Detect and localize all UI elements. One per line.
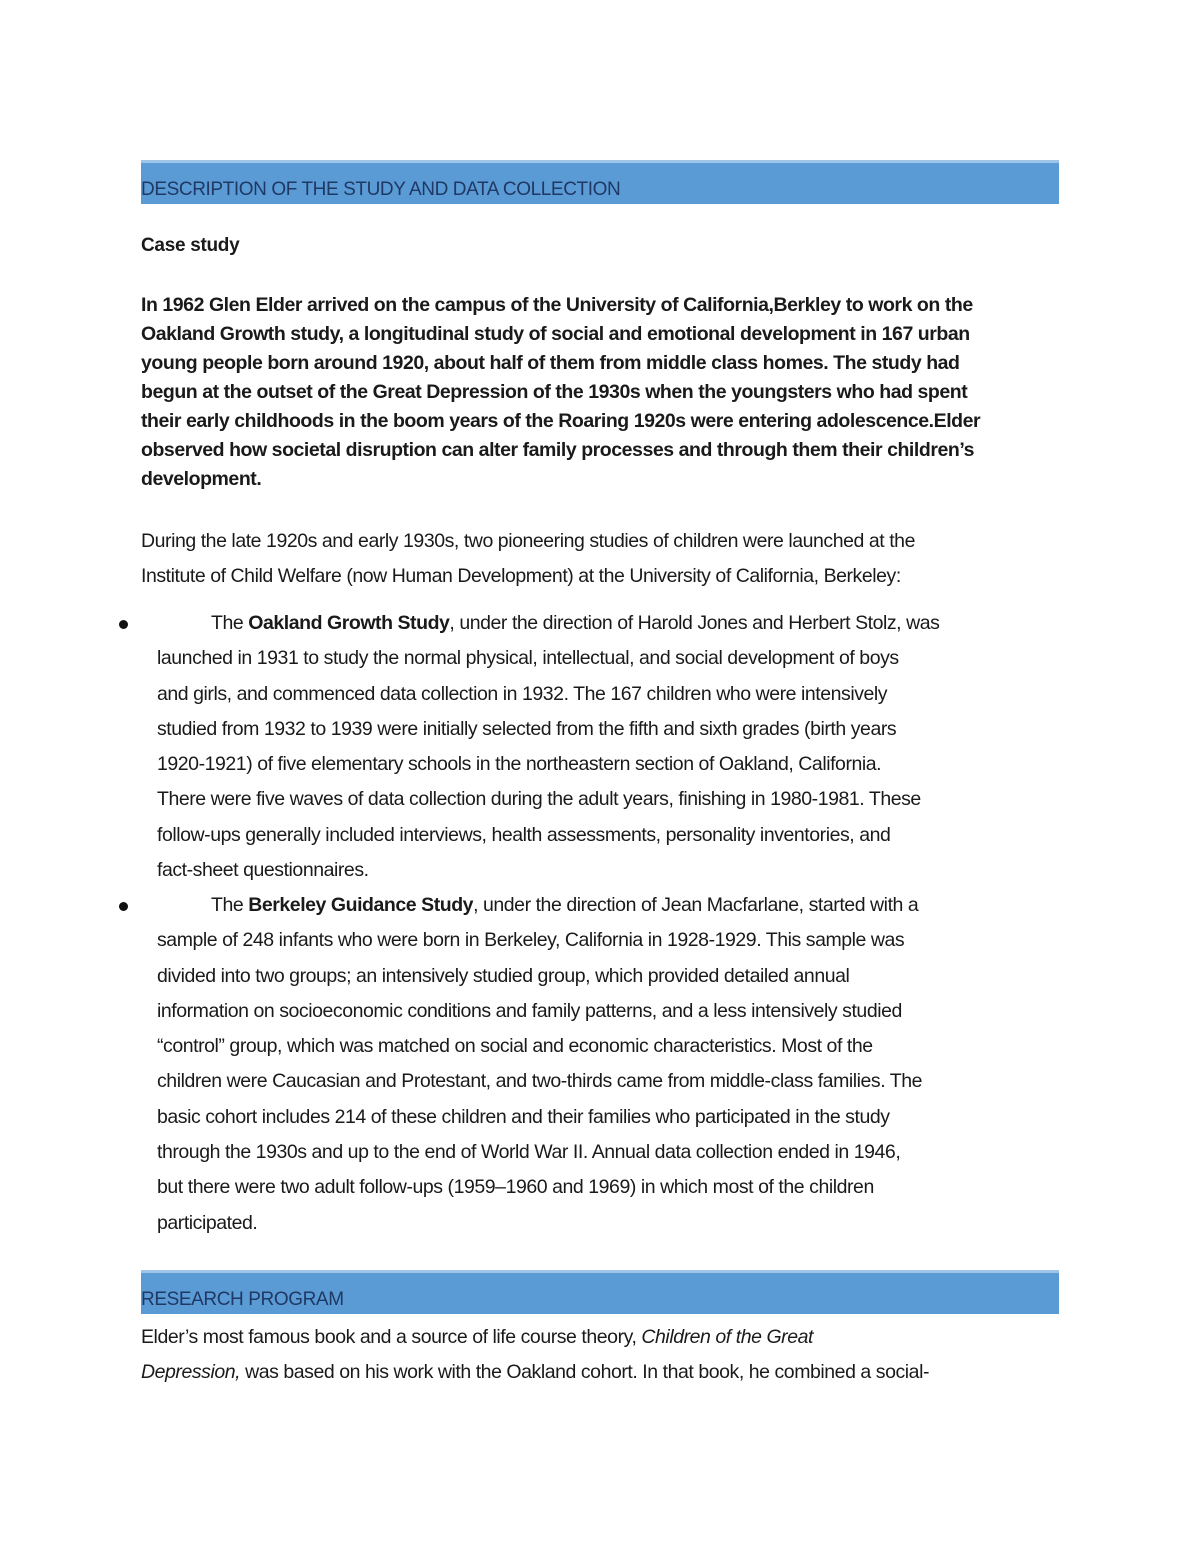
bullet-after: , under the direction of Harold Jones and Herbert Stolz, was bbox=[449, 612, 940, 634]
bullet-line: basic cohort includes 214 of these children and their families who participated in the study bbox=[157, 1105, 890, 1128]
bullet-line: “control” group, which was matched on social and economic characteristics. Most of the bbox=[157, 1035, 873, 1058]
bullet-line: through the 1930s and up to the end of World War II. Annual data collection ended in 1946, bbox=[157, 1141, 901, 1164]
case-study-paragraph bbox=[141, 291, 1059, 494]
bullet-line: participated. bbox=[157, 1211, 258, 1234]
paragraph-line: Oakland Growth study, a longitudinal study of social and emotional development in 167 urban bbox=[141, 323, 970, 345]
text-run: Elder’s most famous book and a source of life course theory, bbox=[141, 1326, 642, 1348]
bullet-line: follow-ups generally included interviews, health assessments, personality inventories, and bbox=[157, 823, 891, 846]
bullet-oakland-growth-study bbox=[157, 606, 1057, 888]
study-name: Oakland Growth Study bbox=[248, 612, 450, 634]
paragraph-line bbox=[141, 1320, 1059, 1355]
bullet-line: children were Caucasian and Protestant, and two-thirds came from middle-class families. The bbox=[157, 1070, 923, 1093]
bullet-after: , under the direction of Jean Macfarlane, started with a bbox=[473, 894, 919, 916]
section-header-research bbox=[141, 1270, 1059, 1314]
bullet-line: sample of 248 infants who were born in Berkeley, California in 1928-1929. This sample was bbox=[157, 929, 905, 952]
paragraph-line: Institute of Child Welfare (now Human Development) at the University of California, Berkeley: bbox=[141, 565, 901, 587]
bullet-line: and girls, and commenced data collection in 1932. The 167 children who were intensively bbox=[157, 682, 888, 705]
bullet-line: information on socioeconomic conditions and family patterns, and a less intensively studied bbox=[157, 999, 902, 1022]
bullet-first-line bbox=[157, 606, 1057, 641]
bullet-line: There were five waves of data collection during the adult years, finishing in 1980-1981. These bbox=[157, 788, 921, 811]
bullet-icon bbox=[119, 902, 128, 911]
paragraph-line: During the late 1920s and early 1930s, two pioneering studies of children were launched at the bbox=[141, 530, 915, 552]
section-title: RESEARCH PROGRAM bbox=[141, 1289, 344, 1310]
section-header-description bbox=[141, 160, 1059, 204]
paragraph-line: young people born around 1920, about half of them from middle class homes. The study had bbox=[141, 352, 960, 374]
bullet-lead: The bbox=[211, 894, 249, 916]
bullet-icon bbox=[119, 620, 128, 629]
book-title: Children of the Great bbox=[641, 1326, 813, 1348]
bullet-first-line bbox=[157, 888, 1057, 923]
paragraph-line: In 1962 Glen Elder arrived on the campus of the University of California,Berkley to work on the bbox=[141, 294, 973, 316]
bullet-line: but there were two adult follow-ups (1959–1960 and 1969) in which most of the children bbox=[157, 1176, 874, 1199]
intro-paragraph bbox=[141, 524, 1059, 594]
bullet-line: 1920-1921) of five elementary schools in the northeastern section of Oakland, California. bbox=[157, 753, 882, 776]
bullet-line: divided into two groups; an intensively studied group, which provided detailed annual bbox=[157, 964, 850, 987]
bullet-line: studied from 1932 to 1939 were initially selected from the fifth and sixth grades (birth years bbox=[157, 717, 897, 740]
bullet-lead: The bbox=[211, 612, 249, 634]
paragraph-line bbox=[141, 1355, 1059, 1390]
book-title: Depression, bbox=[141, 1361, 241, 1383]
paragraph-line: begun at the outset of the Great Depression of the 1930s when the youngsters who had spent bbox=[141, 381, 968, 403]
research-paragraph bbox=[141, 1320, 1059, 1390]
bullet-line: fact-sheet questionnaires. bbox=[157, 859, 369, 882]
bullet-line: launched in 1931 to study the normal physical, intellectual, and social development of boys bbox=[157, 647, 899, 670]
section-title: DESCRIPTION OF THE STUDY AND DATA COLLECTION bbox=[141, 179, 621, 200]
text-run: was based on his work with the Oakland cohort. In that book, he combined a social- bbox=[240, 1361, 929, 1383]
study-name: Berkeley Guidance Study bbox=[248, 894, 474, 916]
bullet-berkeley-guidance-study bbox=[157, 888, 1057, 1241]
case-study-heading: Case study bbox=[141, 235, 240, 256]
paragraph-line: development. bbox=[141, 468, 262, 490]
paragraph-line: observed how societal disruption can alter family processes and through them their children’s bbox=[141, 439, 974, 461]
paragraph-line: their early childhoods in the boom years of the Roaring 1920s were entering adolescence.Elder bbox=[141, 410, 981, 432]
